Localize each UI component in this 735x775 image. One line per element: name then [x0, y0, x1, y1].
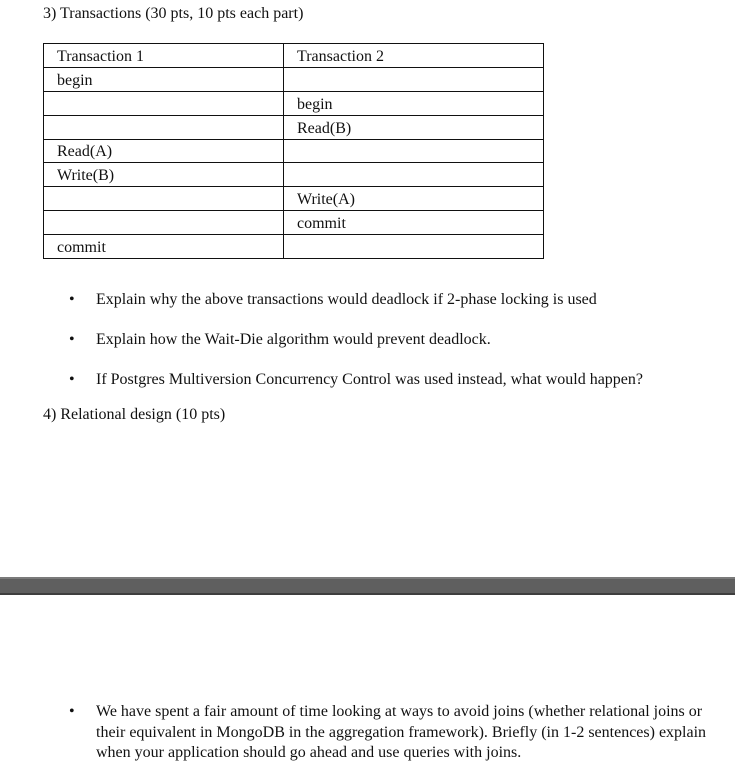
- list-item: [0, 330, 643, 370]
- section-3-heading: 3) Transactions (30 pts, 10 pts each part): [43, 5, 304, 22]
- question-mvcc: If Postgres Multiversion Concurrency Control was used instead, what would happen?: [96, 371, 644, 388]
- table-cell: [284, 163, 544, 187]
- transactions-table: [43, 43, 544, 259]
- table-row: [44, 163, 544, 187]
- header-transaction-1: Transaction 1: [44, 44, 284, 68]
- table-cell: [44, 187, 284, 211]
- page-2-questions: [0, 702, 716, 764]
- table-cell: [284, 67, 544, 91]
- table-cell: Write(A): [284, 187, 544, 211]
- table-cell: commit: [44, 235, 284, 259]
- table-cell: [44, 91, 284, 115]
- header-transaction-2: Transaction 2: [284, 44, 544, 68]
- list-item: [0, 370, 643, 410]
- table-cell: [284, 139, 544, 163]
- bullet-icon: •: [69, 703, 75, 720]
- table-cell: Read(B): [284, 115, 544, 139]
- table-cell: Read(A): [44, 139, 284, 163]
- table-cell: begin: [44, 67, 284, 91]
- table-cell: [284, 235, 544, 259]
- list-item: [0, 290, 643, 330]
- list-item: [0, 702, 716, 764]
- bullet-icon: •: [69, 371, 75, 388]
- table-row: [44, 235, 544, 259]
- section-3-questions: [0, 290, 643, 410]
- page-separator: [0, 577, 735, 595]
- bullet-icon: •: [69, 291, 75, 308]
- table-cell: begin: [284, 91, 544, 115]
- question-joins: We have spent a fair amount of time looking at ways to avoid joins (whether relational joins or their equivalent in MongoDB in the aggregation framework). Briefly (in 1-2 sentences) explain when your application should go ahead and use queries with joins.: [96, 703, 707, 761]
- question-wait-die: Explain how the Wait-Die algorithm would prevent deadlock.: [96, 331, 491, 348]
- table-cell: Write(B): [44, 163, 284, 187]
- table-cell: commit: [284, 211, 544, 235]
- question-deadlock-2pl: Explain why the above transactions would deadlock if 2-phase locking is used: [96, 291, 597, 308]
- table-cell: [44, 211, 284, 235]
- table-cell: [44, 115, 284, 139]
- table-header-row: [44, 44, 544, 68]
- table-row: [44, 211, 544, 235]
- table-row: [44, 67, 544, 91]
- section-4-heading: 4) Relational design (10 pts): [43, 406, 226, 423]
- table-row: [44, 139, 544, 163]
- table-row: [44, 187, 544, 211]
- table-row: [44, 91, 544, 115]
- bullet-icon: •: [69, 331, 75, 348]
- table-row: [44, 115, 544, 139]
